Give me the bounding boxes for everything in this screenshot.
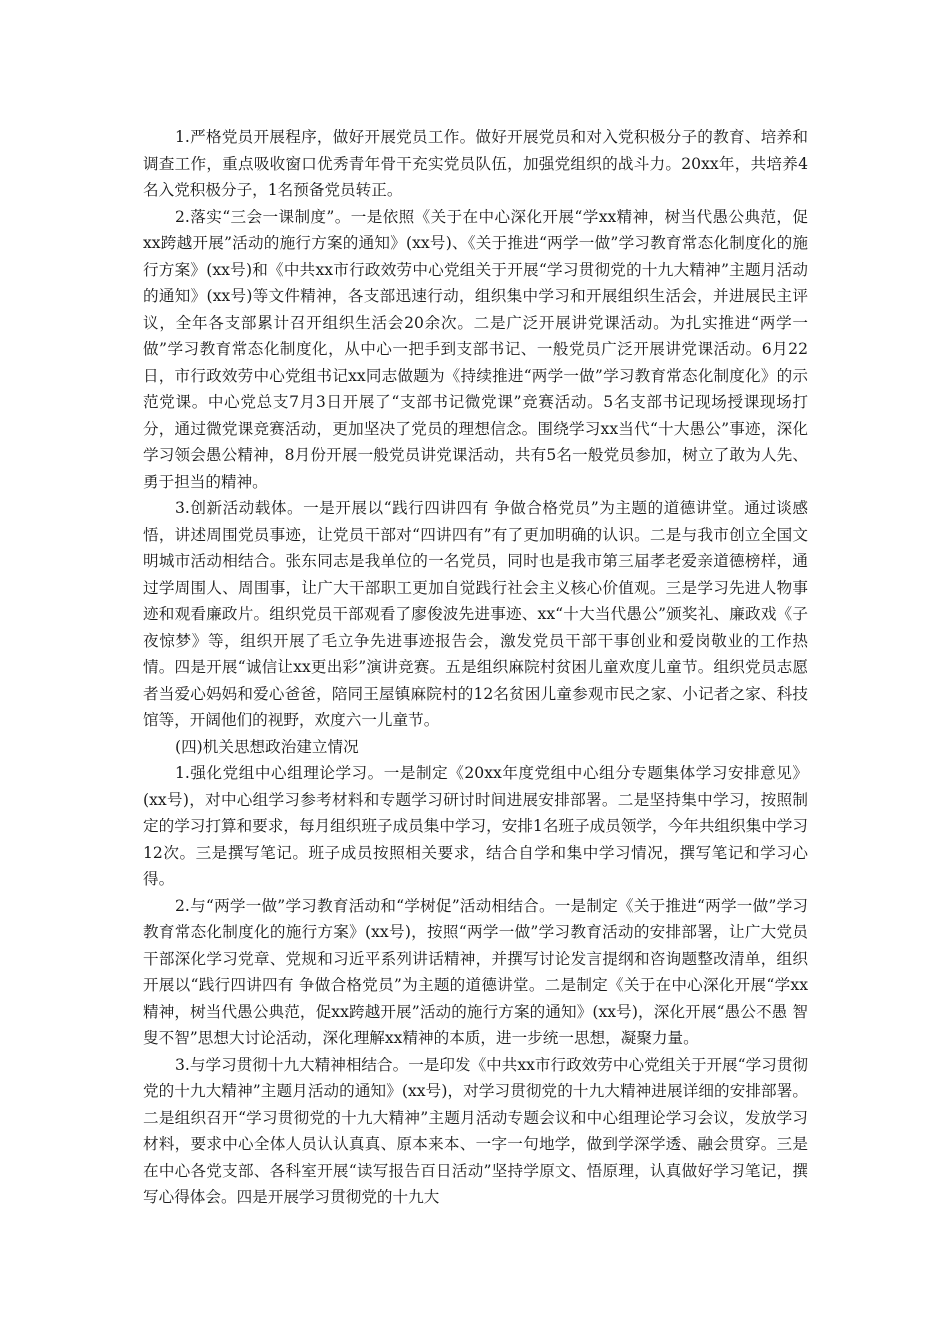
- paragraph-innovative-activities: 3.创新活动载体。一是开展以“践行四讲四有 争做合格党员”为主题的道德讲堂。通过谈感悟，讲述周围党员事迹，让党员干部对“四讲四有”有了更加明确的认识。二是与我市创立全国文明城市活动相结合。张东同志是我单位的一名党员，同时也是我市第三届孝老爱亲道德榜样，通过学周围人、周围事，让广大干部职工更加自觉践行社会主义核心价值观。三是学习先进人物事迹和观看廉政片。组织党员干部观看了廖俊波先进事迹、xx“十大当代愚公”颁奖礼、廉政戏《子夜惊梦》等，组织开展了毛立争先进事迹报告会，激发党员干部干事创业和爱岗敬业的工作热情。四是开展“诚信让xx更出彩”演讲竞赛。五是组织麻院村贫困儿童欢度儿童节。组织党员志愿者当爱心妈妈和爱心爸爸，陪同王屋镇麻院村的12名贫困儿童参观市民之家、小记者之家、科技馆等，开阔他们的视野，欢度六一儿童节。: [143, 499, 808, 729]
- document-body: [143, 124, 808, 1211]
- paragraph-theory-study: 1.强化党组中心组理论学习。一是制定《20xx年度党组中心组分专题集体学习安排意见》(xx号)，对中心组学习参考材料和专题学习研讨时间进展安排部署。二是坚持集中学习，按照制定的学习打算和要求，每月组织班子成员集中学习，安排1名班子成员领学，今年共组织集中学习12次。三是撰写笔记。班子成员按照相关要求，结合自学和集中学习情况，撰写笔记和学习心得。: [143, 764, 808, 888]
- paragraph-two-studies-one-action: 2.与“两学一做”学习教育活动和“学树促”活动相结合。一是制定《关于推进“两学一做”学习教育常态化制度化的施行方案》(xx号)，按照“两学一做”学习教育活动的安排部署，让广大党员干部深化学习党章、党规和习近平系列讲话精神，并撰写讨论发言提纲和咨询题整改清单，组织开展以“践行四讲四有 争做合格党员”为主题的道德讲堂。二是制定《关于在中心深化开展“学xx精神，树当代愚公典范，促xx跨越开展”活动的施行方案的通知》(xx号)，深化开展“愚公不愚 智叟不智”思想大讨论活动，深化理解xx精神的本质，进一步统一思想，凝聚力量。: [143, 896, 808, 1047]
- paragraph-nineteenth-congress-study: 3.与学习贯彻十九大精神相结合。一是印发《中共xx市行政效劳中心党组关于开展“学习贯彻党的十九大精神”主题月活动的通知》(xx号)，对学习贯彻党的十九大精神进展详细的安排部署。二是组织召开“学习贯彻党的十九大精神”主题月活动专题会议和中心组理论学习会议，发放学习材料，要求中心全体人员认认真真、原本来本、一字一句地学，做到学深学透、融会贯穿。三是在中心各党支部、各科室开展“读写报告百日活动”坚持学原文、悟原理，认真做好学习笔记，撰写心得体会。四是开展学习贯彻党的十九大: [143, 1055, 809, 1206]
- paragraph-three-meetings-one-lesson: 2.落实“三会一课制度”。一是依照《关于在中心深化开展“学xx精神，树当代愚公典范，促xx跨越开展”活动的施行方案的通知》(xx号)、《关于推进“两学一做”学习教育常态化制度化的施行方案》(xx号)和《中共xx市行政效劳中心党组关于开展“学习贯彻党的十九大精神”主题月活动的通知》(xx号)等文件精神，各支部迅速行动，组织集中学习和开展组织生活会，并进展民主评议，全年各支部累计召开组织生活会20余次。二是广泛开展讲党课活动。为扎实推进“两学一做”学习教育常态化制度化，从中心一把手到支部书记、一般党员广泛开展讲党课活动。6月22日，市行政效劳中心党组书记xx同志做题为《持续推进“两学一做”学习教育常态化制度化》的示范党课。中心党总支7月3日开展了“支部书记微党课”竞赛活动。5名支部书记现场授课现场打分，通过微党课竞赛活动，更加坚决了党员的理想信念。围绕学习xx当代“十大愚公”事迹，深化学习领会愚公精神，8月份开展一般党员讲党课活动，共有5名一般党员参加，树立了敢为人先、勇于担当的精神。: [143, 207, 808, 491]
- section-heading-ideological-political: (四)机关思想政治建立情况: [175, 737, 359, 756]
- paragraph-party-member-development: 1.严格党员开展程序，做好开展党员工作。做好开展党员和对入党积极分子的教育、培养和调查工作，重点吸收窗口优秀青年骨干充实党员队伍，加强党组织的战斗力。20xx年，共培养4名入党积极分子，1名预备党员转正。: [143, 128, 808, 199]
